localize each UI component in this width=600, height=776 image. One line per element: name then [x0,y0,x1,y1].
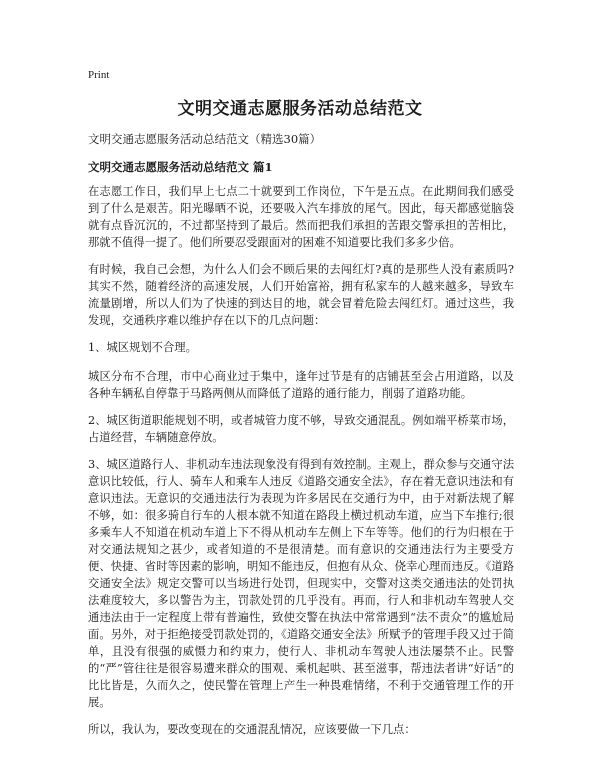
document-subtitle: 文明交通志愿服务活动总结范文（精选30篇） [88,132,322,146]
paragraph: 2、城区街道职能规划不明，或者城管力度不够，导致交通混乱。例如端平桥菜市场，占道经营，车辆随意停放。 [88,414,514,444]
paragraph: 3、城区道路行人、非机动车违法现象没有得到有效控制。主观上，群众参与交通守法意识比较低，行人、骑车人和乘车人违反《道路交通安全法》，存在着无意识违法和有意识违法。无意识的交通违法行为表现为许多居民在交通行为中，由于对新法规了解不够，如：很多骑自行车的人根本就不知道在路段上横过机动车道，应当下车推行;很多乘车人不知道在机动车道上下不得从机动车左侧上下车等等。他们的行为归根在于对交通法规知之甚少，或者知道的不是很清楚。而有意识的交通违法行为主要受方便、快捷、省时等因素的影响，明知不能违反，但抱有从众、侥幸心理而违反。《道路交通安全法》规定交警可以当场进行处罚，但现实中，交警对这类交通违法的处罚执法难度较大，多以警告为主，罚款处罚的几乎没有。再而，行人和非机动车驾驶人交通违法由于一定程度上带有普遍性，致使交警在执法中常常遇到“法不责众”的尴尬局面。另外，对于拒绝接受罚款处罚的，《道路交通安全法》所赋予的管理手段又过于简单，且没有很强的威慑力和约束力，使行人、非机动车驾驶人违法屡禁不止。民警的“严”管往往是很容易遭来群众的围观、乘机起哄、甚至滋事，帮违法者讲“好话”的比比皆是，久而久之，使民警在管理上产生一种畏难情绪，不利于交通管理工作的开展。 [88,458,514,709]
paragraph: 在志愿工作日，我们早上七点二十就要到工作岗位，下午是五点。在此期间我们感受到了什么是艰苦。阳光曝晒不说，还要吸入汽车排放的尾气。因此，每天都感觉脑袋就有点昏沉沉的，不过都坚持到了最后。然而把我们承担的苦跟交警承担的苦相比，那就不值得一提了。他们所要忍受跟面对的困难不知道要比我们多多少倍。 [88,185,514,249]
paragraph: 城区分布不合理，市中心商业过于集中，逢年过节是有的店铺甚至会占用道路，以及各种车辆私自停靠于马路两侧从而降低了道路的通行能力，削弱了道路功能。 [88,370,514,400]
paragraph: 1、城区规划不合理。 [88,341,197,354]
section-heading: 文明交通志愿服务活动总结范文 篇1 [88,160,273,174]
print-link[interactable]: Print [88,69,110,81]
paragraph: 所以，我认为，要改变现在的交通混乱情况，应该要做一下几点： [88,723,416,736]
page-title: 文明交通志愿服务活动总结范文 [177,99,423,119]
paragraph: 有时候，我自己会想，为什么人们会不顾后果的去闯红灯?真的是那些人没有素质吗?其实不然，随着经济的高速发展，人们开始富裕，拥有私家车的人越来越多，导致车流量剧增，所以人们为了快速的到达目的地，就会冒着危险去闯红灯。通过这些，我发现，交通秩序难以维护存在以下的几点问题： [88,263,514,327]
document-body [88,183,514,748]
